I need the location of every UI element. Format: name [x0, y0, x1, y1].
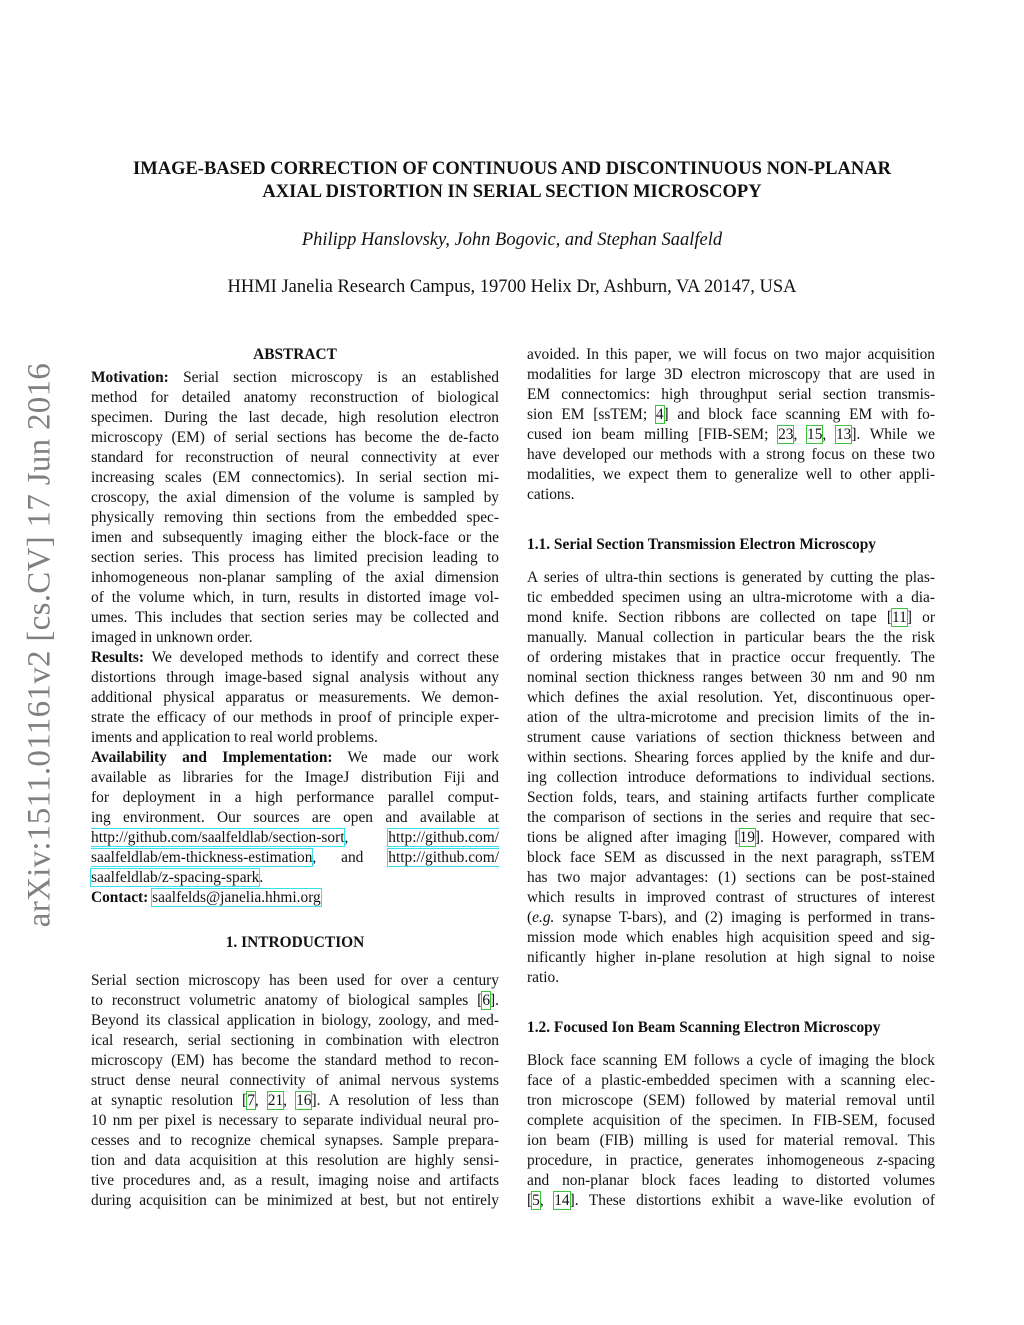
- text-run: distortions through image-based signal analysis without any: [91, 669, 499, 686]
- text-run: available as libraries for the ImageJ distribution Fiji and: [91, 769, 499, 786]
- text-line: [91, 1031, 499, 1051]
- text-run: microscopy (EM) has become the standard method to recon-: [91, 1052, 499, 1069]
- section-1-2-heading: 1.2. Focused Ion Beam Scanning Electron Microscopy: [527, 1019, 881, 1036]
- text-line: [527, 1191, 935, 1211]
- citation-link[interactable]: 21: [267, 1092, 284, 1109]
- text-run: physically removing thin sections from the embedded spec-: [91, 509, 499, 526]
- text-line: [91, 1091, 499, 1111]
- text-run: Serial section microscopy is an established: [168, 369, 499, 386]
- text-line: [527, 968, 935, 988]
- text-line: [91, 971, 499, 991]
- paper-title: [60, 158, 964, 204]
- text-run: ] and block face scanning EM with fo-: [663, 406, 935, 423]
- text-run: ]. These distortions exhibit a wave-like evolution of: [569, 1192, 935, 1209]
- text-run: within sections. Shearing forces applied by the knife and dur-: [527, 749, 935, 766]
- text-run: to reconstruct volumetric anatomy of biological samples [: [91, 992, 483, 1009]
- section-1-1-body: [527, 568, 935, 988]
- paragraph: [527, 1051, 935, 1211]
- text-line: [91, 1191, 499, 1211]
- text-run: cesses and to recognize chemical synapses. Sample prepara-: [91, 1132, 499, 1149]
- text-line: [527, 928, 935, 948]
- text-line: [91, 768, 499, 788]
- introduction-body: [91, 971, 499, 1211]
- text-line: [91, 708, 499, 728]
- citation-link[interactable]: 19: [739, 829, 755, 846]
- text-run: ing environment. Our sources are open and available at: [91, 809, 499, 826]
- text-line: [91, 1051, 499, 1071]
- citation-link[interactable]: 5: [532, 1192, 540, 1209]
- text-line: [527, 828, 935, 848]
- text-line: [91, 508, 499, 528]
- text-line: [527, 365, 935, 385]
- text-run: ,: [344, 829, 389, 846]
- text-run: Beyond its classical application in biology, zoology, and med-: [91, 1012, 499, 1029]
- text-run: We developed methods to identify and correct these: [144, 649, 499, 666]
- text-line: [91, 848, 499, 868]
- text-line: [91, 808, 499, 828]
- text-run: face of a plastic-embedded specimen with a scanning elec-: [527, 1072, 935, 1089]
- title-line: IMAGE-BASED CORRECTION OF CONTINUOUS AND DISCONTINUOUS NON-PLANAR: [133, 159, 891, 179]
- text-run: nominal section thickness ranges between 30 nm and 90 nm: [527, 669, 935, 686]
- citation-link[interactable]: 23: [778, 426, 794, 443]
- text-run: umes. This includes that section series may be collected and: [91, 609, 499, 626]
- text-run: of the volume which, in turn, results in distorted image vol-: [91, 589, 499, 606]
- bold-label: Contact:: [91, 889, 149, 906]
- text-line: [91, 788, 499, 808]
- text-run: strate the efficacy of our methods in proof of principle exper-: [91, 709, 499, 726]
- url-link[interactable]: saalfeldlab/em-thickness-estimation: [91, 849, 313, 866]
- citation-link[interactable]: 16: [296, 1092, 312, 1109]
- authors: Philipp Hanslovsky, John Bogovic, and Stephan Saalfeld: [301, 230, 723, 250]
- text-line: [527, 808, 935, 828]
- text-line: [91, 448, 499, 468]
- text-line: [91, 608, 499, 628]
- citation-link[interactable]: 14: [554, 1192, 570, 1209]
- text-line: [527, 1131, 935, 1151]
- citation-link[interactable]: 7: [247, 1092, 255, 1109]
- text-run: ,: [793, 426, 808, 443]
- text-run: cused ion beam milling [FIB-SEM;: [527, 426, 779, 443]
- text-line: [527, 868, 935, 888]
- text-run: block face SEM as discussed in the next paragraph, ssTEM: [527, 849, 935, 866]
- affiliation: HHMI Janelia Research Campus, 19700 Helix Dr, Ashburn, VA 20147, USA: [227, 277, 797, 297]
- text-line: [527, 1171, 935, 1191]
- text-run: increasing scales (EM connectomics). In serial section mi-: [91, 469, 499, 486]
- text-run: and non-planar block faces leading to distorted volumes: [527, 1172, 935, 1189]
- text-line: [527, 445, 935, 465]
- text-line: [527, 668, 935, 688]
- text-line: [527, 788, 935, 808]
- text-line: [527, 1151, 935, 1171]
- text-run: imen and subsequently imaging either the block-face or the: [91, 529, 499, 546]
- text-run: strument cause variations of section thickness between and: [527, 729, 935, 746]
- text-line: [91, 1151, 499, 1171]
- text-run: procedure, in practice, generates inhomogeneous: [527, 1152, 877, 1169]
- text-line: [527, 768, 935, 788]
- text-run: ation of the ultra-microtome and precision limits of the in-: [527, 709, 935, 726]
- url-link[interactable]: http://github.com/: [388, 829, 499, 846]
- text-run: Serial section microscopy has been used for over a century: [91, 972, 499, 989]
- text-run: microscopy (EM) of serial sections has become the de-facto: [91, 429, 499, 446]
- text-line: [91, 528, 499, 548]
- text-line: [91, 368, 499, 388]
- text-run: ]. While we: [851, 426, 935, 443]
- text-run: inhomogeneous non-planar sampling of the axial dimension: [91, 569, 499, 586]
- text-run: tive procedures and, as a result, imaging noise and artifacts: [91, 1172, 499, 1189]
- text-line: [91, 868, 499, 888]
- text-run: , and: [312, 849, 389, 866]
- text-line: [91, 588, 499, 608]
- text-line: [91, 1071, 499, 1091]
- text-run: tions be aligned after imaging [: [527, 829, 740, 846]
- paragraph: [91, 368, 499, 648]
- text-run: have developed our methods with a strong focus on these two: [527, 446, 935, 463]
- text-run: ,: [283, 1092, 297, 1109]
- bold-label: Motivation:: [91, 369, 169, 386]
- text-line: [527, 648, 935, 668]
- text-line: [527, 608, 935, 628]
- text-run: ]. However, compared with: [754, 829, 935, 846]
- text-run: mond knife. Section ribbons are collected on tape [: [527, 609, 893, 626]
- paragraph: [91, 648, 499, 748]
- text-line: [91, 748, 499, 768]
- url-link[interactable]: saalfeldlab/z-spacing-spark: [91, 869, 260, 886]
- paragraph: [91, 971, 499, 1211]
- url-link[interactable]: http://github.com/: [388, 849, 499, 866]
- citation-link[interactable]: 15: [807, 426, 823, 443]
- text-run: iments and application to real world problems.: [91, 729, 378, 746]
- text-run: ,: [822, 426, 836, 443]
- text-run: We made our work: [332, 749, 499, 766]
- url-link[interactable]: saalfelds@janelia.hhmi.org: [152, 889, 321, 906]
- text-run: tron microscope (SEM) followed by material removal until: [527, 1092, 935, 1109]
- text-line: [527, 708, 935, 728]
- text-line: [527, 908, 935, 928]
- text-line: [91, 388, 499, 408]
- text-line: [91, 1111, 499, 1131]
- text-run: [: [527, 1192, 533, 1209]
- text-run: at synaptic resolution [: [91, 1092, 248, 1109]
- text-run: cations.: [527, 486, 575, 503]
- text-line: [527, 688, 935, 708]
- text-line: [527, 425, 935, 445]
- text-line: [91, 991, 499, 1011]
- text-line: [91, 1131, 499, 1151]
- text-run: of ordering mistakes that in practice occur frequently. The: [527, 649, 935, 666]
- text-run: A series of ultra-thin sections is generated by cutting the plas-: [527, 569, 935, 586]
- text-run: mission mode which enables high acquisition speed and sig-: [527, 929, 935, 946]
- text-run: standard for reconstruction of neural connectivity at ever: [91, 449, 499, 466]
- text-run: has two major advantages: (1) sections can be post-stained: [527, 869, 935, 886]
- text-line: [527, 1091, 935, 1111]
- text-run: struct dense neural connectivity of animal nervous systems: [91, 1072, 499, 1089]
- text-run: 10 nm per pixel is necessary to separate individual neural pro-: [91, 1112, 499, 1129]
- text-line: [91, 488, 499, 508]
- text-line: [527, 465, 935, 485]
- text-run: ,: [539, 1192, 555, 1209]
- text-run: ion beam (FIB) milling is used for material removal. This: [527, 1132, 935, 1149]
- text-line: [91, 1171, 499, 1191]
- text-line: [91, 548, 499, 568]
- text-line: [527, 405, 935, 425]
- text-run: (: [527, 909, 533, 926]
- bold-label: Availability and Implementation:: [91, 749, 333, 766]
- text-line: [527, 1111, 935, 1131]
- text-line: [527, 1071, 935, 1091]
- text-run: complete acquisition of the specimen. In FIB-SEM, focused: [527, 1112, 935, 1129]
- text-line: [91, 468, 499, 488]
- text-line: [91, 648, 499, 668]
- text-line: [527, 948, 935, 968]
- text-line: [527, 588, 935, 608]
- text-line: [91, 828, 499, 848]
- text-run: specimen. During the last decade, high resolution electron: [91, 409, 499, 426]
- abstract-heading: ABSTRACT: [253, 346, 337, 363]
- text-run: additional physical apparatus or measurements. We demon-: [91, 689, 499, 706]
- text-run: which defines the axial resolution. Yet, discontinuous oper-: [527, 689, 935, 706]
- bold-label: Results:: [91, 649, 145, 666]
- text-line: [91, 1011, 499, 1031]
- section-1-1-heading: 1.1. Serial Section Transmission Electron Microscopy: [527, 536, 876, 553]
- text-run: ,: [254, 1092, 268, 1109]
- text-run: tic embedded specimen using an ultra-microtome with a dia-: [527, 589, 935, 606]
- text-line: [527, 628, 935, 648]
- text-line: [91, 568, 499, 588]
- text-line: [91, 688, 499, 708]
- text-line: [527, 1051, 935, 1071]
- text-run: Block face scanning EM follows a cycle of imaging the block: [527, 1052, 935, 1069]
- text-run: section series. This process has limited precision leading to: [91, 549, 499, 566]
- text-line: [91, 668, 499, 688]
- citation-link[interactable]: 13: [835, 426, 852, 443]
- text-run: the comparison of sections in the series and require that sec-: [527, 809, 935, 826]
- abstract-body: [91, 368, 499, 908]
- paragraph: [91, 888, 499, 908]
- text-run: croscopy, the axial dimension of the volume is sampled by: [91, 489, 499, 506]
- paragraph: [527, 568, 935, 988]
- citation-link[interactable]: 4: [655, 406, 664, 423]
- section-1-2-body: [527, 1051, 935, 1211]
- text-line: [527, 345, 935, 365]
- text-line: [91, 628, 499, 648]
- text-run: for deployment in a high performance parallel comput-: [91, 789, 499, 806]
- text-run: modalities, we expect them to generalize well to other appli-: [527, 466, 935, 483]
- text-line: [527, 485, 935, 505]
- text-run: manually. Manual collection in particular bears the the risk: [527, 629, 935, 646]
- text-run: ] or: [906, 609, 935, 626]
- text-line: [91, 728, 499, 748]
- text-run: .: [259, 869, 264, 886]
- text-run: sion EM [ssTEM;: [527, 406, 656, 423]
- text-run: which results in improved contrast of structures of interest: [527, 889, 935, 906]
- text-run: EM connectomics: high throughput serial section transmis-: [527, 386, 935, 403]
- italic-text: e.g.: [532, 909, 555, 926]
- text-run: modalities for large 3D electron microscopy that are used in: [527, 366, 935, 383]
- text-line: [527, 385, 935, 405]
- text-run: Section folds, tears, and staining artifacts further complicate: [527, 789, 935, 806]
- text-run: imaged in unknown order.: [91, 629, 253, 646]
- citation-link[interactable]: 11: [892, 609, 907, 626]
- text-run: ]. A resolution of less than: [311, 1092, 499, 1109]
- text-run: ical research, serial sectioning in combination with electron: [91, 1032, 499, 1049]
- arxiv-stamp: arXiv:1511.01161v2 [cs.CV] 17 Jun 2016: [21, 362, 58, 928]
- url-link[interactable]: http://github.com/saalfeldlab/section-sort: [91, 829, 345, 846]
- citation-link[interactable]: 6: [482, 992, 491, 1009]
- title-line: AXIAL DISTORTION IN SERIAL SECTION MICROSCOPY: [262, 182, 762, 202]
- text-run: ing collection introduce deformations to individual sections.: [527, 769, 935, 786]
- text-line: [527, 748, 935, 768]
- text-run: nificantly higher in-plane resolution at high signal to noise: [527, 949, 935, 966]
- italic-text: z: [876, 1152, 883, 1169]
- text-line: [527, 848, 935, 868]
- text-run: synapse T-bars), and (2) imaging is performed in trans-: [554, 909, 935, 926]
- text-line: [527, 728, 935, 748]
- paragraph: [527, 345, 935, 505]
- intro-continued-body: [527, 345, 935, 505]
- text-line: [91, 888, 499, 908]
- text-run: tion and data acquisition at this resolution are highly sensi-: [91, 1152, 499, 1169]
- text-run: ratio.: [527, 969, 560, 986]
- text-run: avoided. In this paper, we will focus on two major acquisition: [527, 346, 935, 363]
- text-line: [91, 428, 499, 448]
- text-line: [527, 568, 935, 588]
- text-run: method for detailed anatomy reconstruction of biological: [91, 389, 499, 406]
- text-line: [527, 888, 935, 908]
- text-run: ].: [490, 992, 499, 1009]
- text-line: [91, 408, 499, 428]
- text-run: -spacing: [882, 1152, 935, 1169]
- paragraph: [91, 748, 499, 888]
- text-run: during acquisition can be minimized at best, but not entirely: [91, 1192, 499, 1209]
- introduction-heading: 1. INTRODUCTION: [225, 934, 365, 951]
